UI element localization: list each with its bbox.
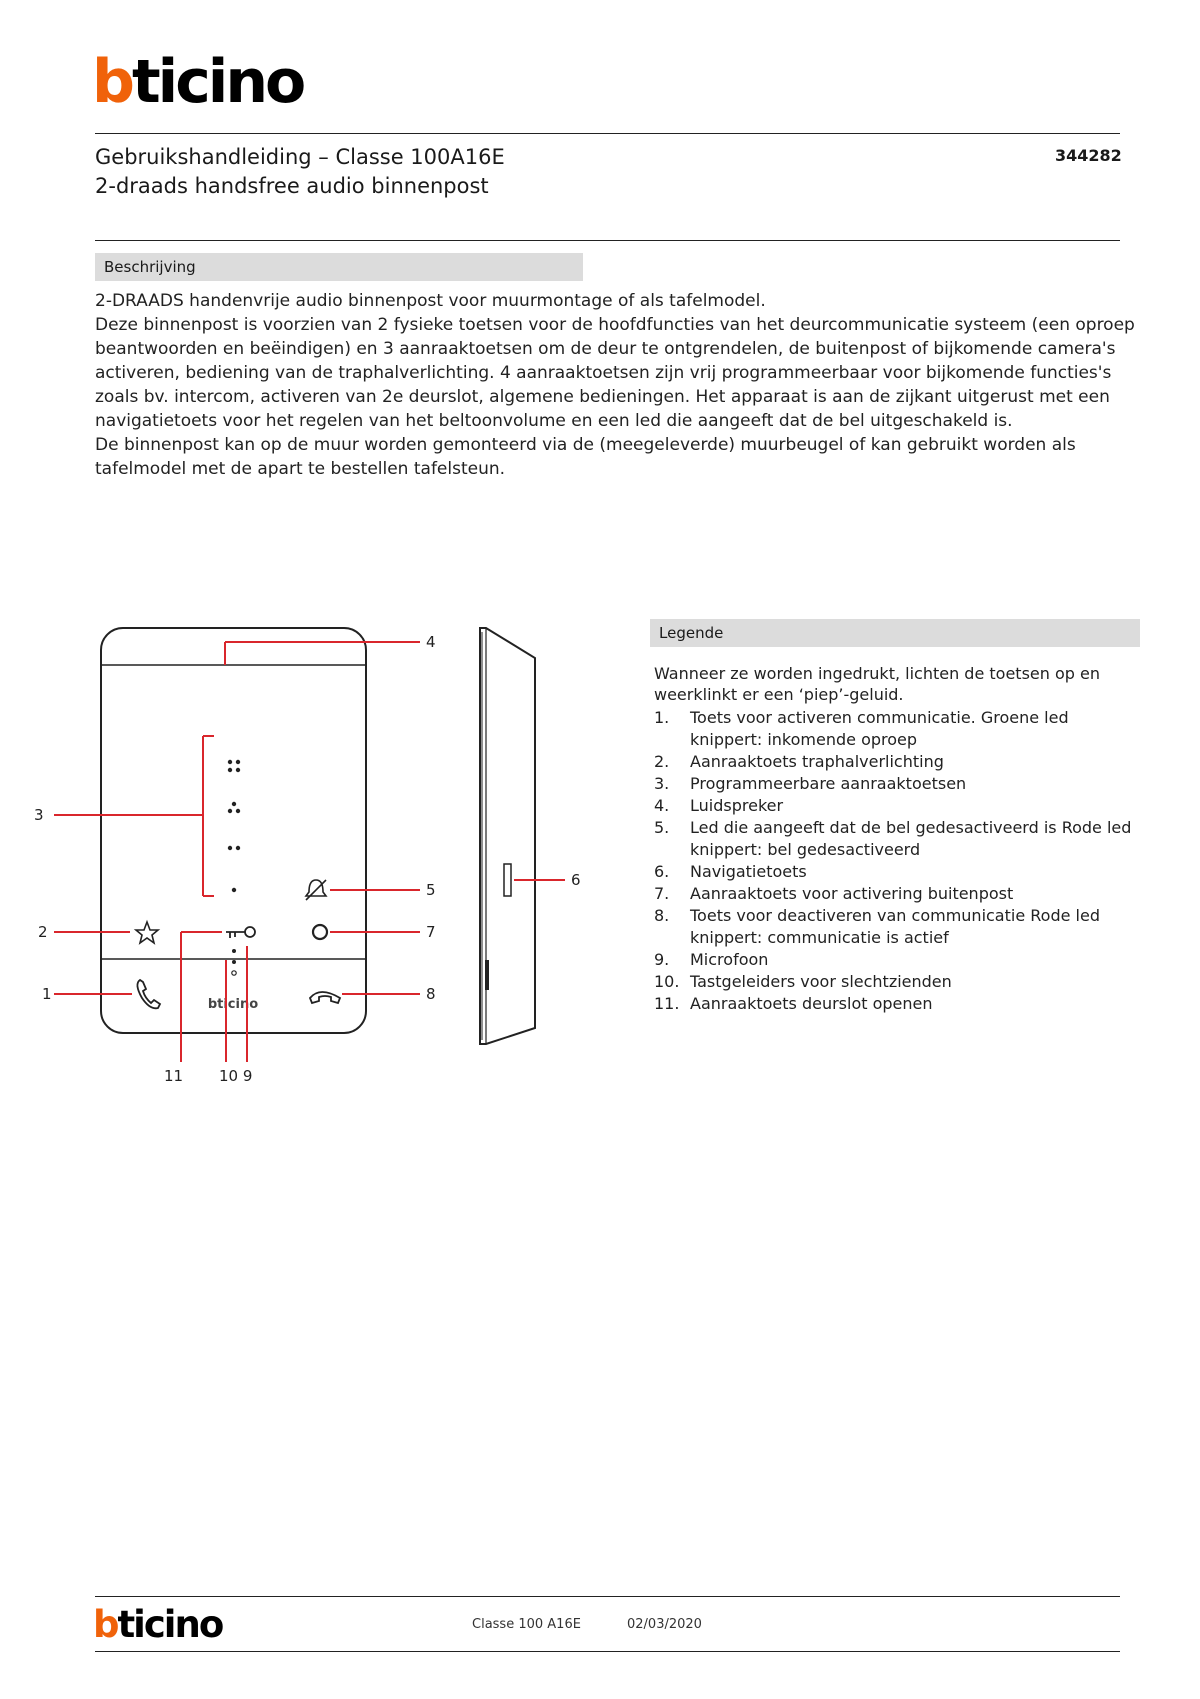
- callout-2: 2: [38, 923, 48, 941]
- tactile-guide: [232, 960, 236, 964]
- description-paragraph: Deze binnenpost is voorzien van 2 fysieke toetsen voor de hoofdfuncties van het deurcommunicatie systeem (een oproep beantwoorden en beëindigen) en 3 aanraaktoetsen om de deur te ontgrendelen, de buitenpost of bijkomende camera's activeren, bediening van de traphalverlichting. 4 aanraaktoetsen zijn vrij programmeerbaar voor bijkomende functies's zoals bv. intercom, activeren van 2e deurslot, algemene bedieningen. Het apparaat is aan de zijkant uitgerust met een navigatietoets voor het regelen van het beltoonvolume en een led die aangeeft dat de bel uitgeschakeld is.: [95, 315, 1135, 431]
- callout-1: 1: [42, 985, 52, 1003]
- footer-date: 02/03/2020: [627, 1617, 702, 1632]
- hangup-handset-icon: [310, 992, 340, 1003]
- callout-3: 3: [34, 806, 44, 824]
- header-rule-bottom: [95, 240, 1120, 241]
- footer-product: Classe 100 A16E: [472, 1617, 581, 1632]
- list-item: 1. Toets voor activeren communicatie. Groene led knippert: inkomende oproep: [654, 708, 1069, 749]
- list-item: 7. Aanraaktoets voor activering buitenpost: [654, 884, 1014, 903]
- description-paragraph: De binnenpost kan op de muur worden gemonteerd via de (meegeleverde) muurbeugel of kan gebruikt worden als tafelmodel met de apart te bestellen tafelsteun.: [95, 435, 1076, 479]
- microphone-hole: [232, 971, 236, 975]
- description-text: [95, 289, 1160, 481]
- device-figure: [30, 610, 630, 1110]
- callout-7: 7: [426, 923, 436, 941]
- device-logo: bticino: [207, 997, 259, 1012]
- logo-rest: ticino: [131, 47, 304, 117]
- logo-b: b: [92, 47, 132, 117]
- logo-b: b: [93, 1603, 118, 1646]
- product-code: 344282: [1055, 146, 1122, 165]
- brand-logo: [92, 47, 304, 117]
- title-line-1: Gebruikshandleiding – Classe 100A16E: [95, 145, 505, 169]
- answer-handset-icon: [137, 980, 160, 1008]
- callout-5: 5: [426, 881, 436, 899]
- description-heading: Beschrijving: [95, 253, 583, 281]
- list-item: 11. Aanraaktoets deurslot openen: [654, 994, 933, 1013]
- list-item: 2. Aanraaktoets traphalverlichting: [654, 752, 944, 771]
- description-paragraph: 2-DRAADS handenvrije audio binnenpost voor muurmontage of als tafelmodel.: [95, 291, 766, 311]
- legend-intro: Wanneer ze worden ingedrukt, lichten de toetsen op en weerklinkt er een ‘piep’-geluid.: [654, 664, 1100, 704]
- programmable-keys: [228, 760, 240, 892]
- key-icon: [226, 927, 255, 938]
- header-rule-top: [95, 133, 1120, 134]
- list-item: 6. Navigatietoets: [654, 862, 807, 881]
- star-icon: [136, 922, 158, 943]
- logo-rest: ticino: [117, 1603, 223, 1646]
- navigation-key: [504, 864, 511, 896]
- list-item: 10. Tastgeleiders voor slechtzienden: [654, 972, 952, 991]
- legend-heading: Legende: [650, 619, 1140, 647]
- footer-rule-top: [95, 1596, 1120, 1597]
- list-item: 3. Programmeerbare aanraaktoetsen: [654, 774, 967, 793]
- device-front-outline: [101, 628, 366, 1033]
- callout-10-9: 10 9: [219, 1067, 253, 1085]
- callout-8: 8: [426, 985, 436, 1003]
- footer-logo: [93, 1603, 223, 1646]
- legend-list: [654, 707, 1144, 1015]
- list-item: 5. Led die aangeeft dat de bel gedesactiveerd is Rode led knippert: bel gedesactiveerd: [654, 818, 1132, 859]
- callout-4: 4: [426, 633, 436, 651]
- bell-off-icon: [306, 880, 326, 900]
- tactile-guide: [232, 949, 236, 953]
- camera-ring-icon: [313, 925, 327, 939]
- list-item: 8. Toets voor deactiveren van communicatie Rode led knippert: communicatie is actief: [654, 906, 1100, 947]
- list-item: 4. Luidspreker: [654, 796, 784, 815]
- page-title: [95, 143, 505, 201]
- callout-6: 6: [571, 871, 581, 889]
- callout-11: 11: [164, 1067, 184, 1085]
- title-line-2: 2-draads handsfree audio binnenpost: [95, 174, 489, 198]
- list-item: 9. Microfoon: [654, 950, 769, 969]
- footer-rule-bottom: [95, 1651, 1120, 1652]
